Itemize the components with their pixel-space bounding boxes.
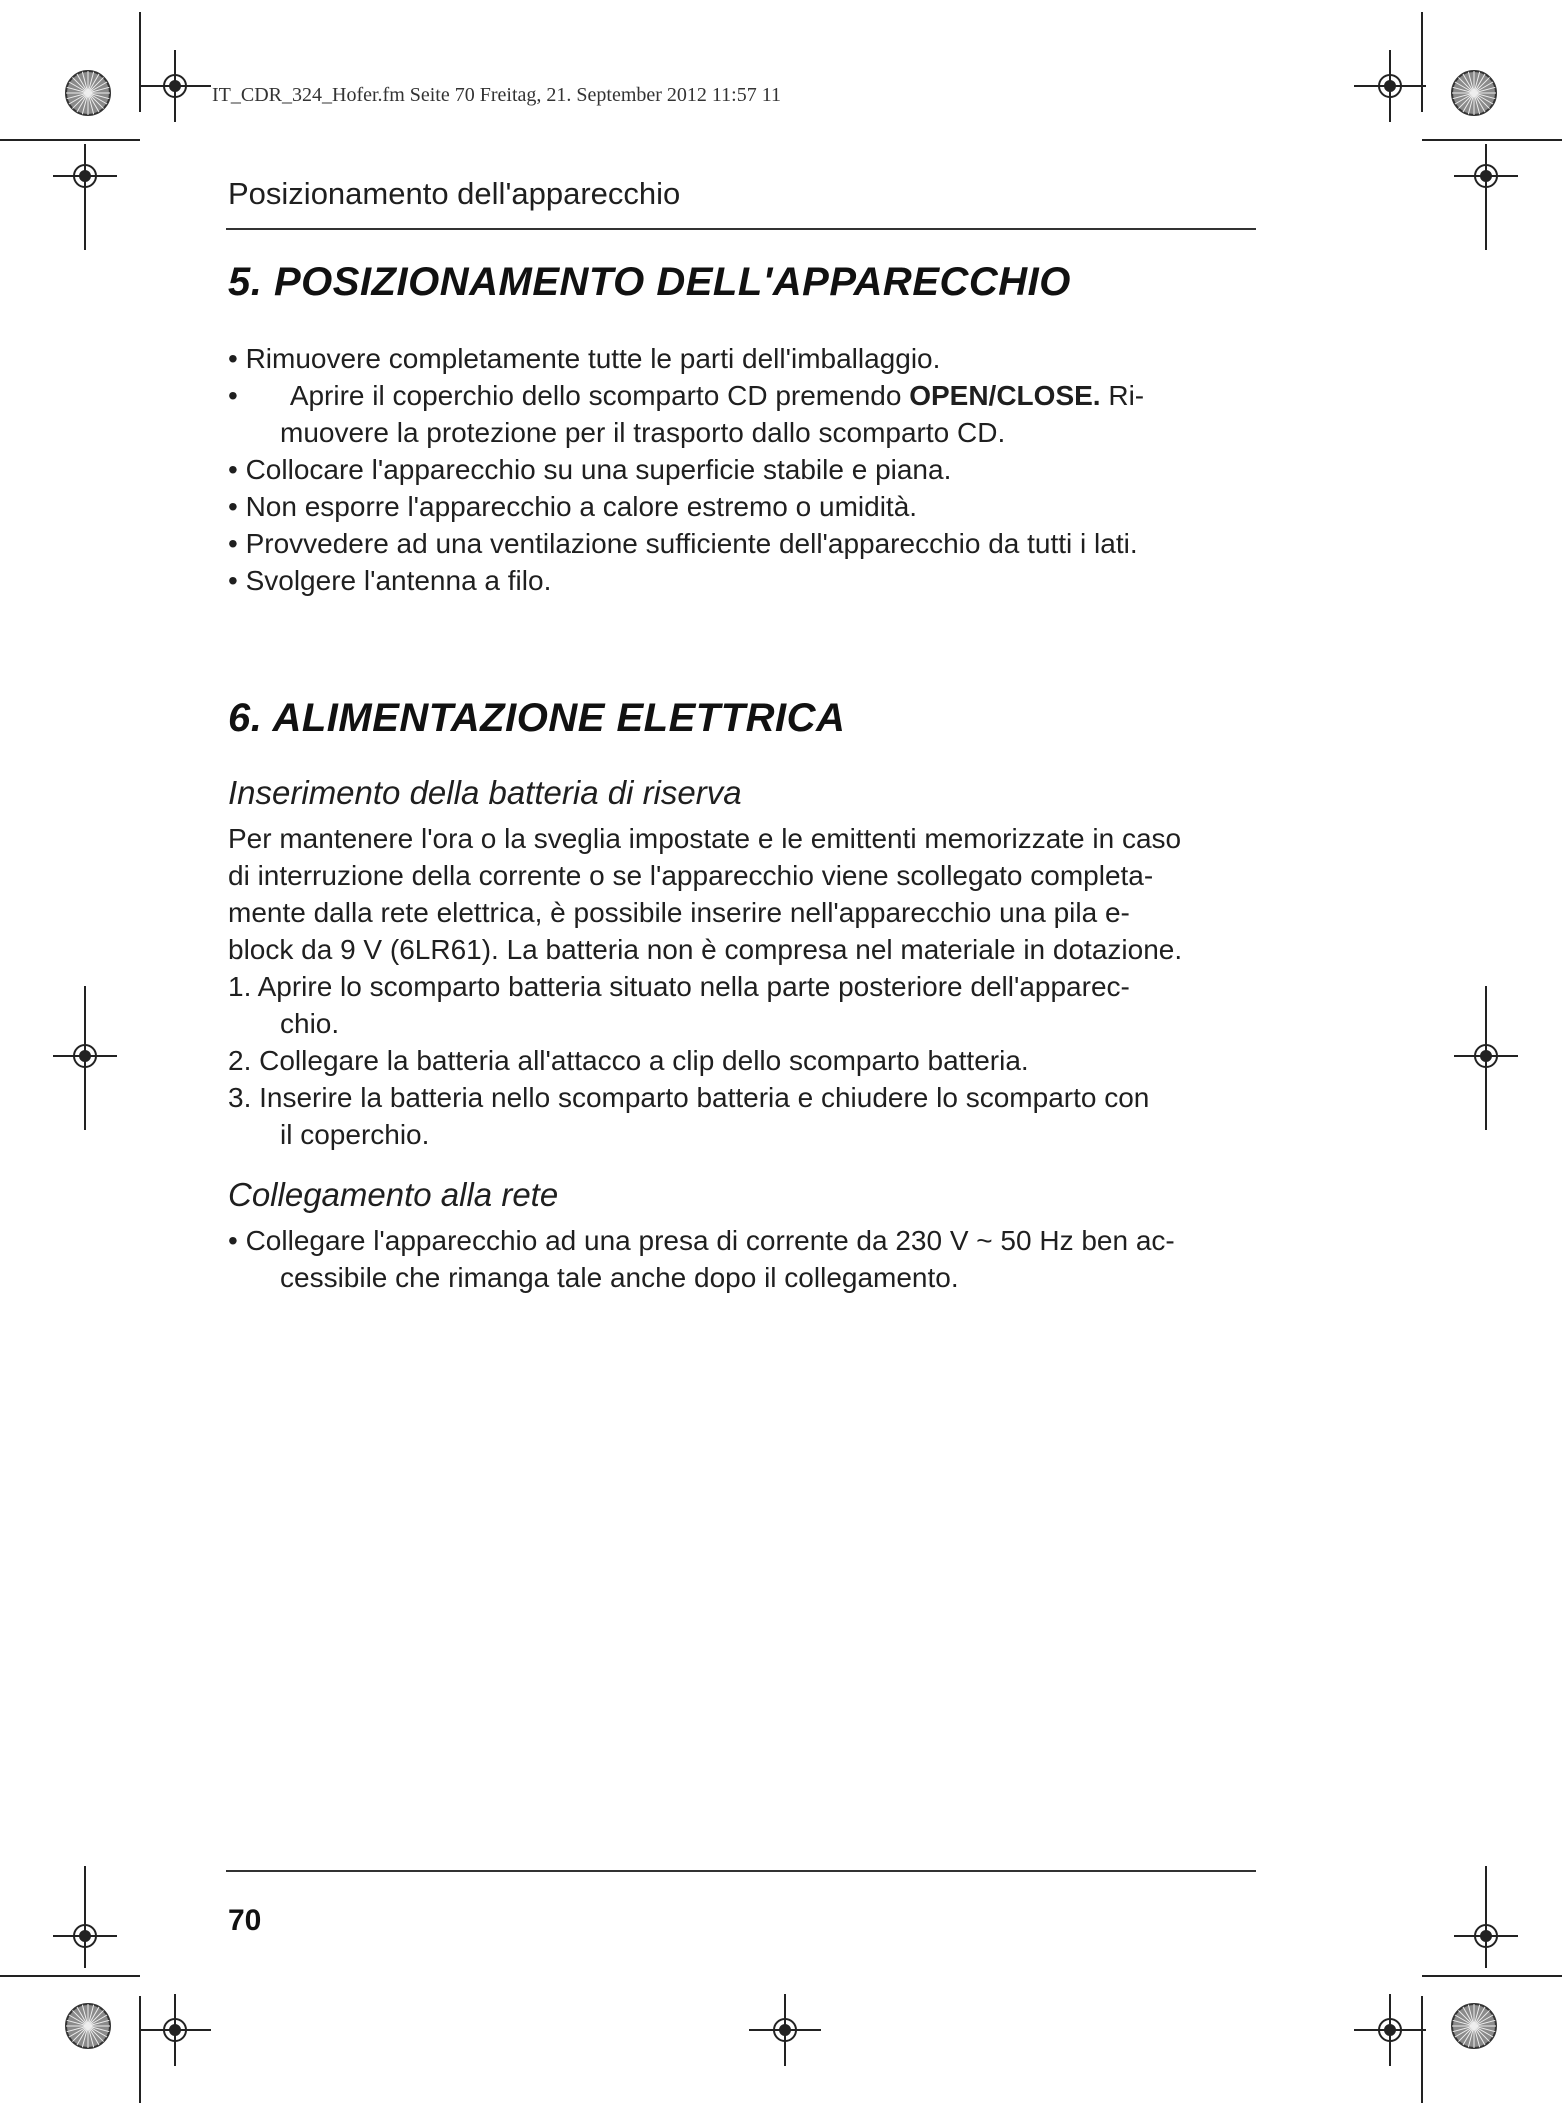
mains-paragraph	[228, 1222, 1175, 1296]
open-close-key-label: OPEN/CLOSE.	[909, 380, 1101, 411]
crosshair-target	[1354, 50, 1426, 122]
paragraph-line: Per mantenere l'ora o la sveglia impostate e le emittenti memorizzate in caso	[228, 823, 1182, 854]
list-item-continuation: muovere la protezione per il trasporto dallo scomparto CD.	[280, 417, 1006, 448]
crosshair-target	[139, 1994, 211, 2066]
crosshair-target	[53, 1904, 117, 1968]
page-number: 70	[228, 1904, 262, 1937]
step-item: 1. Aprire lo scomparto batteria situato nella parte posteriore dell'apparec-	[228, 971, 1130, 1002]
step-item: 2. Collegare la batteria all'attacco a clip dello scomparto batteria.	[228, 1045, 1029, 1076]
section-5-list	[228, 340, 1144, 599]
header-rule	[226, 228, 1256, 230]
footer-rule	[226, 1870, 1256, 1872]
paragraph-line: block da 9 V (6LR61). La batteria non è compresa nel materiale in dotazione.	[228, 934, 1183, 965]
crosshair-target	[53, 144, 117, 208]
section-5-title: 5. POSIZIONAMENTO DELL'APPARECCHIO	[228, 260, 1071, 304]
color-starburst	[66, 71, 110, 115]
paragraph-line: mente dalla rete elettrica, è possibile inserire nell'apparecchio una pila e-	[228, 897, 1130, 928]
color-starburst	[1452, 2004, 1496, 2048]
battery-paragraph	[228, 820, 1182, 1153]
step-item-continuation: chio.	[280, 1008, 340, 1039]
running-header: Posizionamento dell'apparecchio	[228, 176, 681, 211]
crosshair-target	[139, 50, 211, 122]
crosshair-target	[1454, 1904, 1518, 1968]
step-item-continuation: il coperchio.	[280, 1119, 430, 1150]
step-item: 3. Inserire la batteria nello scomparto batteria e chiudere lo scomparto con	[228, 1082, 1150, 1113]
crosshair-target	[749, 1994, 821, 2066]
crosshair-target	[1354, 1994, 1426, 2066]
list-item-continuation: cessibile che rimanga tale anche dopo il collegamento.	[280, 1262, 959, 1293]
list-item	[228, 377, 1144, 414]
subsection-battery-title: Inserimento della batteria di riserva	[228, 774, 742, 811]
color-starburst	[66, 2004, 110, 2048]
paragraph-line: di interruzione della corrente o se l'apparecchio viene scollegato completa-	[228, 860, 1154, 891]
subsection-mains-title: Collegamento alla rete	[228, 1176, 559, 1213]
crosshair-target	[1454, 144, 1518, 208]
list-item-text: Aprire il coperchio dello scomparto CD premendo	[289, 380, 910, 411]
section-6-title: 6. ALIMENTAZIONE ELETTRICA	[228, 696, 846, 740]
list-item: • Svolgere l'antenna a filo.	[228, 565, 552, 596]
bullet: •	[228, 380, 238, 411]
list-item: • Provvedere ad una ventilazione sufficiente dell'apparecchio da tutti i lati.	[228, 528, 1138, 559]
file-info: IT_CDR_324_Hofer.fm Seite 70 Freitag, 21. September 2012 11:57 11	[212, 84, 781, 106]
list-item: • Rimuovere completamente tutte le parti dell'imballaggio.	[228, 343, 941, 374]
list-item: • Collegare l'apparecchio ad una presa di corrente da 230 V ~ 50 Hz ben ac-	[228, 1225, 1175, 1256]
list-item: • Non esporre l'apparecchio a calore estremo o umidità.	[228, 491, 918, 522]
color-starburst	[1452, 71, 1496, 115]
list-item: • Collocare l'apparecchio su una superficie stabile e piana.	[228, 454, 952, 485]
list-item-text: Ri-	[1100, 380, 1145, 411]
